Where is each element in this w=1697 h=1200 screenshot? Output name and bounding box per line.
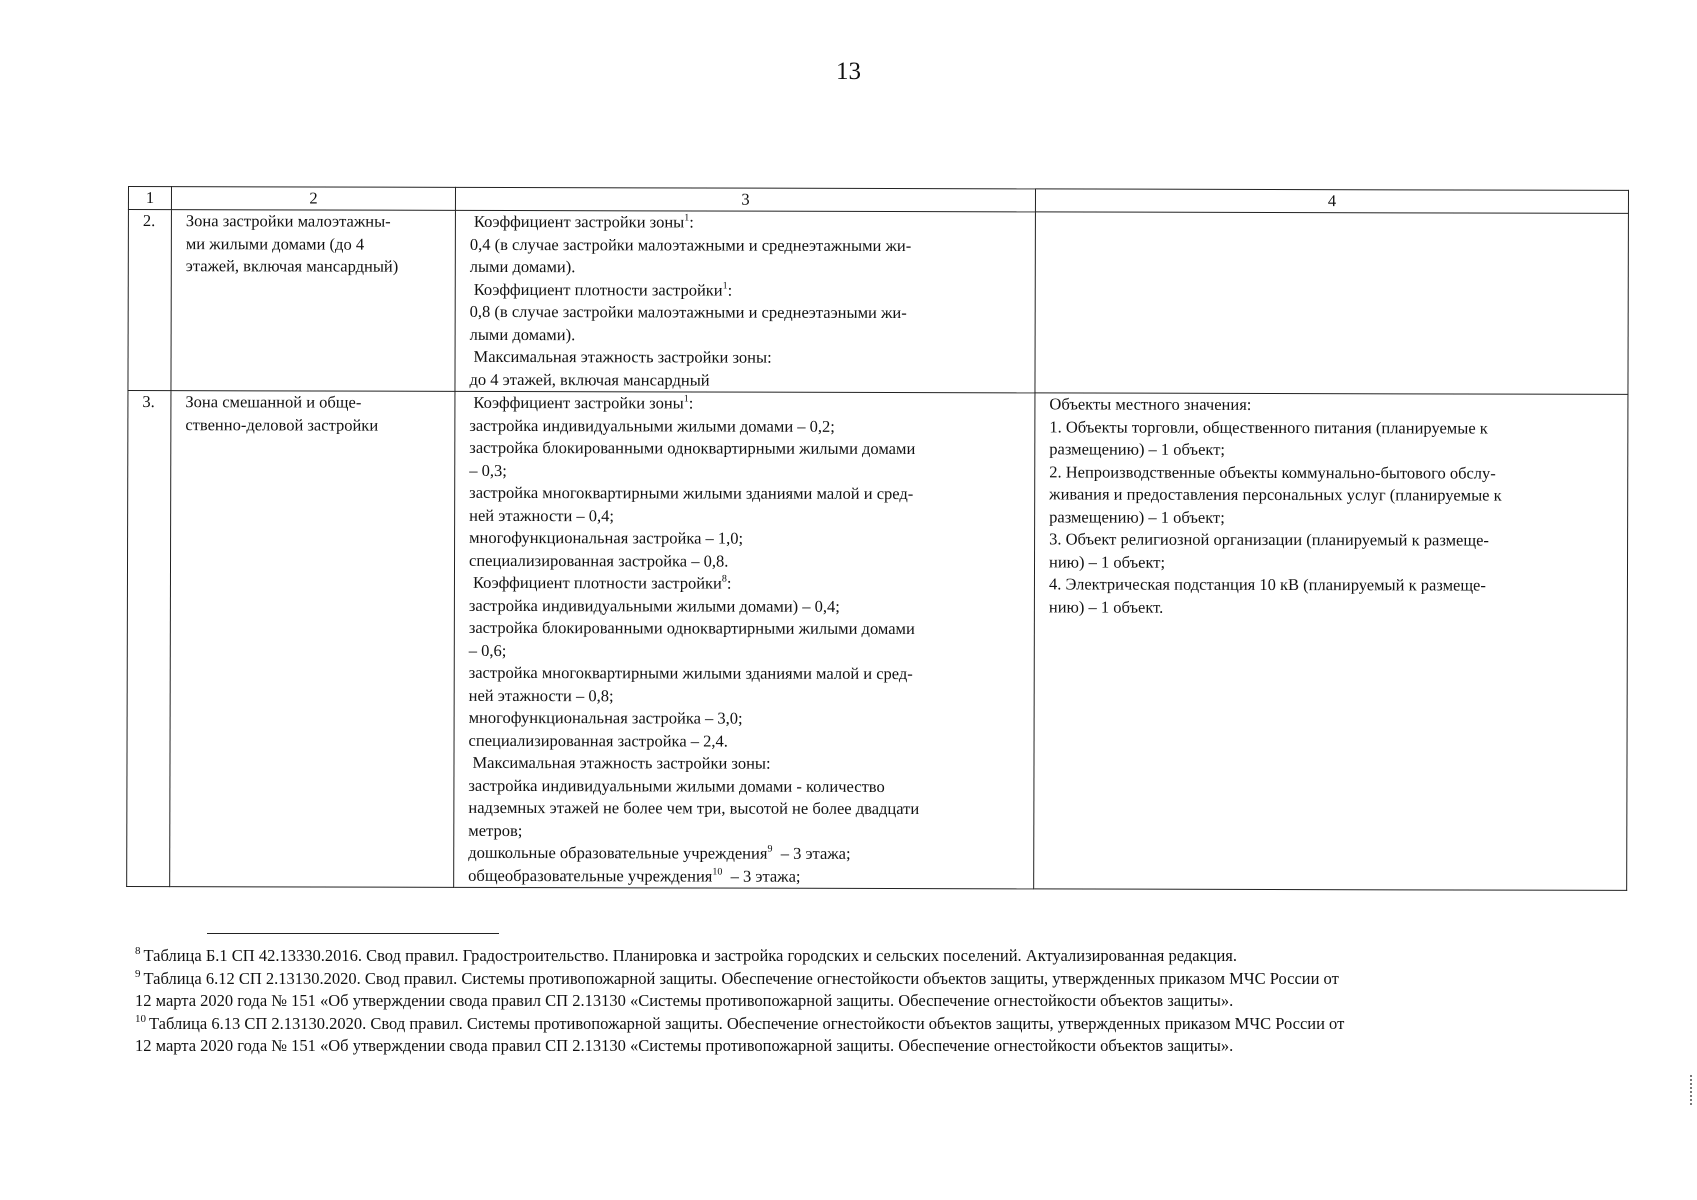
parameter-text: застройка индивидуальными жилыми домами - количество xyxy=(468,775,885,796)
footnote-line xyxy=(135,968,1635,991)
footnote-text: 12 марта 2020 года № 151 «Об утверждении свода правил СП 2.13130 «Системы противопожарной защиты. Обеспечение огнестойкости объектов защиты». xyxy=(135,991,1234,1010)
footnote xyxy=(135,968,1635,1013)
parameter-text: застройка многоквартирными жилыми зданиями малой и сред- xyxy=(469,482,914,504)
header-cell-4: 4 xyxy=(1035,189,1628,214)
footnote-reference: 1 xyxy=(722,280,728,292)
local-object-line: 1. Объекты торговли, общественного питания (планируемые к xyxy=(1049,416,1488,438)
parameter-line xyxy=(469,639,1024,663)
page-number: 13 xyxy=(836,58,861,85)
local-object-line: Объекты местного значения: xyxy=(1049,394,1252,414)
parameter-text: Коэффициент плотности застройки xyxy=(473,279,723,300)
parameter-text: ней этажности – 0,4; xyxy=(469,505,615,525)
parameter-text: – 0,6; xyxy=(468,640,507,660)
parameter-text: специализированная застройка – 0,8. xyxy=(468,550,729,571)
parameter-text: надземных этажей не более чем три, высотой не более двадцати xyxy=(468,797,920,819)
parameter-text: Максимальная этажность застройки зоны: xyxy=(473,346,772,367)
parameter-text: застройка блокированными одноквартирными жилыми домами xyxy=(468,617,915,639)
footnote-text: Таблица 6.13 СП 2.13130.2020. Свод правил. Системы противопожарной защиты. Обеспечение огнестойкости объектов защиты, утвержденных приказом МЧС России от xyxy=(149,1013,1345,1033)
parameter-line xyxy=(469,392,1024,416)
parameter-text-suffix: : xyxy=(689,212,694,232)
scan-edge-marks xyxy=(1690,1075,1694,1105)
header-cell-1: 1 xyxy=(128,187,171,210)
parameter-line xyxy=(469,617,1024,641)
parameter-line xyxy=(470,278,1025,302)
parameter-line xyxy=(469,504,1024,528)
footnote-text: Таблица Б.1 СП 42.13330.2016. Свод правил. Градостроительство. Планировка и застройка городских и сельских поселений. Актуализированная редакция. xyxy=(143,946,1237,965)
row-number: 3. xyxy=(127,391,171,887)
parameter-line xyxy=(470,256,1025,280)
parameter-text: Коэффициент плотности застройки xyxy=(472,572,722,593)
parameter-text: 0,4 (в случае застройки малоэтажными и среднеэтажными жи- xyxy=(469,234,912,255)
footnote-reference: 9 xyxy=(767,843,773,855)
local-objects-cell xyxy=(1034,393,1628,891)
footnote-line xyxy=(135,990,1635,1013)
local-object-line: 3. Объект религиозной организации (планируемый к размеще- xyxy=(1049,529,1489,550)
footnote-number: 8 xyxy=(135,945,141,957)
parameter-line xyxy=(468,819,1023,843)
footnote-line xyxy=(135,945,1635,968)
footnote-text: Таблица 6.12 СП 2.13130.2020. Свод правил. Системы противопожарной защиты. Обеспечение огнестойкости объектов защиты, утвержденных приказом МЧС России от xyxy=(143,968,1339,988)
footnote-reference: 1 xyxy=(684,212,690,224)
parameter-text: ней этажности – 0,8; xyxy=(468,685,614,705)
zone-parameters-cell xyxy=(455,210,1035,393)
parameter-text: специализированная застройка – 2,4. xyxy=(468,730,728,751)
footnote xyxy=(135,945,1635,968)
zone-name-line: этажей, включая мансардный) xyxy=(185,256,399,276)
footnote-text: 12 марта 2020 года № 151 «Об утверждении свода правил СП 2.13130 «Системы противопожарной защиты. Обеспечение огнестойкости объектов защиты». xyxy=(135,1036,1234,1055)
parameter-text: застройка блокированными одноквартирными жилыми домами xyxy=(469,437,916,459)
local-object-line: размещению) – 1 объект; xyxy=(1049,506,1225,527)
parameter-line xyxy=(469,368,1024,392)
footnote-number: 9 xyxy=(135,967,141,980)
zone-name-cell xyxy=(170,391,455,888)
footnotes xyxy=(135,945,1635,1058)
table-row xyxy=(127,391,1628,891)
parameter-text: Максимальная этажность застройки зоны: xyxy=(472,752,771,773)
zone-name-line: ственно-деловой застройки xyxy=(185,414,379,435)
parameter-line xyxy=(470,346,1025,370)
footnote-number: 10 xyxy=(135,1012,146,1025)
parameter-line xyxy=(470,301,1025,325)
parameter-text-suffix: : xyxy=(727,280,733,300)
parameter-text: метров; xyxy=(468,820,523,840)
local-objects-cell xyxy=(1035,212,1628,395)
parameter-line xyxy=(468,752,1023,776)
parameter-text: Коэффициент застройки зоны xyxy=(473,392,684,413)
parameter-line xyxy=(469,707,1024,731)
parameter-line xyxy=(468,842,1023,866)
parameter-text-suffix: – 3 этажа; xyxy=(722,866,801,886)
parameter-text: общеобразовательные учреждения xyxy=(468,865,713,886)
zone-name-line: Зона застройки малоэтажны- xyxy=(185,211,391,231)
parameter-line xyxy=(470,323,1025,347)
zone-name-line: Зона смешанной и обще- xyxy=(185,392,362,412)
parameter-text: многофункциональная застройка – 1,0; xyxy=(469,527,744,548)
local-object-line: нию) – 1 объект; xyxy=(1048,551,1166,572)
parameter-text: застройка индивидуальными жилыми домами – 0,2; xyxy=(469,415,835,436)
parameter-line xyxy=(469,594,1024,618)
parameter-line xyxy=(469,459,1024,483)
parameter-text: застройка индивидуальными жилыми домами) – 0,4; xyxy=(468,595,840,616)
header-cell-2: 2 xyxy=(171,187,455,211)
local-object-line: живания и предоставления персональных услуг (планируемые к xyxy=(1049,484,1502,505)
footnote-line xyxy=(135,1013,1635,1036)
local-object-line: 2. Непроизводственные объекты коммунально-бытового обслу- xyxy=(1049,461,1496,483)
zone-name-line: ми жилыми домами (до 4 xyxy=(185,233,365,254)
parameter-line xyxy=(469,572,1024,596)
zone-parameters-cell xyxy=(454,391,1035,889)
parameter-line xyxy=(468,864,1023,888)
parameter-text: Коэффициент застройки зоны xyxy=(473,211,685,232)
parameter-line xyxy=(469,437,1024,461)
header-cell-3: 3 xyxy=(455,187,1035,212)
footnote-reference: 10 xyxy=(712,866,723,878)
parameter-text: многофункциональная застройка – 3,0; xyxy=(468,707,743,728)
parameter-line xyxy=(469,527,1024,551)
parameter-line xyxy=(469,662,1024,686)
parameter-text: – 0,3; xyxy=(469,460,507,480)
parameter-text-suffix: : xyxy=(726,573,732,593)
parameter-line xyxy=(469,729,1024,753)
zones-table xyxy=(126,186,1629,891)
parameter-line xyxy=(469,482,1024,506)
parameter-text: дошкольные образовательные учреждения xyxy=(468,842,768,863)
parameter-line xyxy=(468,797,1023,821)
row-number: 2. xyxy=(128,210,171,391)
parameter-text-suffix: – 3 этажа; xyxy=(772,843,851,863)
parameter-line xyxy=(469,549,1024,573)
parameter-line xyxy=(470,233,1025,257)
parameter-text: лыми домами). xyxy=(469,324,576,344)
parameter-line xyxy=(469,414,1024,438)
local-object-line: размещению) – 1 объект; xyxy=(1049,439,1226,459)
zone-name-cell xyxy=(171,210,455,392)
footnote-line xyxy=(135,1035,1635,1058)
local-object-line: 4. Электрическая подстанция 10 кВ (планируемый к размеще- xyxy=(1048,574,1486,595)
footnote-divider xyxy=(207,933,499,934)
table-row xyxy=(128,210,1628,395)
footnote-reference: 8 xyxy=(721,573,727,585)
footnote-reference: 1 xyxy=(683,393,689,405)
parameter-text: лыми домами). xyxy=(469,256,576,277)
parameter-text: до 4 этажей, включая мансардный xyxy=(469,369,710,390)
parameter-line xyxy=(470,211,1025,235)
parameter-text: 0,8 (в случае застройки малоэтажными и среднеэтаэными жи- xyxy=(469,301,907,323)
parameter-line xyxy=(468,774,1023,798)
parameter-text-suffix: : xyxy=(688,393,694,413)
footnote xyxy=(135,1013,1635,1058)
local-object-line: нию) – 1 объект. xyxy=(1048,596,1164,617)
parameter-line xyxy=(469,684,1024,708)
parameter-text: застройка многоквартирными жилыми зданиями малой и сред- xyxy=(468,662,913,684)
